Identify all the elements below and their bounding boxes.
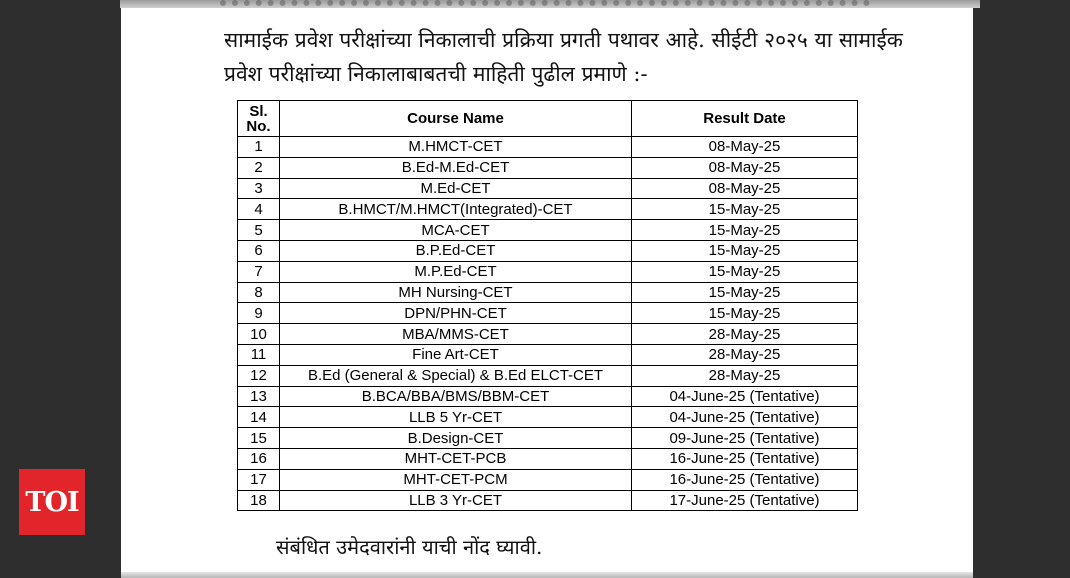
row-date-cell: 16-June-25 (Tentative) <box>632 448 858 469</box>
row-course-cell: B.BCA/BBA/BMS/BBM-CET <box>280 386 632 407</box>
toi-logo <box>19 469 85 535</box>
table-row <box>238 178 858 199</box>
table-row <box>238 469 858 490</box>
row-date-cell: 08-May-25 <box>632 137 858 158</box>
table-row <box>238 365 858 386</box>
row-course-cell: MHT-CET-PCM <box>280 469 632 490</box>
row-sl-cell: 12 <box>238 365 280 386</box>
row-sl-cell: 11 <box>238 344 280 365</box>
header-sl-line2: No. <box>246 117 271 135</box>
table-row <box>238 199 858 220</box>
row-sl-cell: 8 <box>238 282 280 303</box>
row-sl-cell: 5 <box>238 220 280 241</box>
table-row <box>238 303 858 324</box>
row-sl-cell: 2 <box>238 157 280 178</box>
row-date-cell: 15-May-25 <box>632 199 858 220</box>
row-date-cell: 15-May-25 <box>632 240 858 261</box>
row-sl-cell: 18 <box>238 490 280 511</box>
row-course-cell: B.Ed (General & Special) & B.Ed ELCT-CET <box>280 365 632 386</box>
intro-paragraph-line-2: प्रवेश परीक्षांच्या निकालाबाबतची माहिती पुढील प्रमाणे :- <box>224 62 648 86</box>
table-row <box>238 324 858 345</box>
row-sl-cell: 1 <box>238 137 280 158</box>
table-row <box>238 407 858 428</box>
footer-note: संबंधित उमेदवारांनी याची नोंद घ्यावी. <box>276 535 543 559</box>
row-sl-cell: 7 <box>238 261 280 282</box>
cut-off-text-line <box>220 0 870 8</box>
row-course-cell: Fine Art-CET <box>280 344 632 365</box>
row-sl-cell: 17 <box>238 469 280 490</box>
row-date-cell: 28-May-25 <box>632 365 858 386</box>
row-course-cell: MCA-CET <box>280 220 632 241</box>
row-sl-cell: 15 <box>238 428 280 449</box>
table-row <box>238 282 858 303</box>
row-course-cell: B.Ed-M.Ed-CET <box>280 157 632 178</box>
row-course-cell: B.Design-CET <box>280 428 632 449</box>
row-course-cell: LLB 3 Yr-CET <box>280 490 632 511</box>
row-sl-cell: 4 <box>238 199 280 220</box>
row-date-cell: 28-May-25 <box>632 344 858 365</box>
table-row <box>238 240 858 261</box>
row-date-cell: 08-May-25 <box>632 178 858 199</box>
row-date-cell: 15-May-25 <box>632 220 858 241</box>
table-row <box>238 428 858 449</box>
row-sl-cell: 14 <box>238 407 280 428</box>
header-sl-no <box>238 101 280 137</box>
row-sl-cell: 10 <box>238 324 280 345</box>
header-sl-line1: Sl. <box>249 102 268 120</box>
row-date-cell: 15-May-25 <box>632 303 858 324</box>
row-sl-cell: 9 <box>238 303 280 324</box>
row-course-cell: DPN/PHN-CET <box>280 303 632 324</box>
row-sl-cell: 3 <box>238 178 280 199</box>
table-row <box>238 261 858 282</box>
row-course-cell: M.HMCT-CET <box>280 137 632 158</box>
row-date-cell: 09-June-25 (Tentative) <box>632 428 858 449</box>
intro-paragraph-line-1: सामाईक प्रवेश परीक्षांच्या निकालाची प्रक्रिया प्रगती पथावर आहे. सीईटी २०२५ या सामाईक <box>224 28 903 52</box>
row-date-cell: 04-June-25 (Tentative) <box>632 386 858 407</box>
row-course-cell: M.Ed-CET <box>280 178 632 199</box>
row-sl-cell: 16 <box>238 448 280 469</box>
row-date-cell: 04-June-25 (Tentative) <box>632 407 858 428</box>
cet-result-schedule-table <box>237 100 858 511</box>
row-course-cell: MH Nursing-CET <box>280 282 632 303</box>
header-result-date: Result Date <box>632 101 858 137</box>
table-row <box>238 386 858 407</box>
row-date-cell: 15-May-25 <box>632 282 858 303</box>
row-date-cell: 16-June-25 (Tentative) <box>632 469 858 490</box>
row-sl-cell: 6 <box>238 240 280 261</box>
row-date-cell: 28-May-25 <box>632 324 858 345</box>
table-row <box>238 157 858 178</box>
header-course-name: Course Name <box>280 101 632 137</box>
table-row <box>238 137 858 158</box>
row-date-cell: 08-May-25 <box>632 157 858 178</box>
table-row <box>238 220 858 241</box>
row-course-cell: MBA/MMS-CET <box>280 324 632 345</box>
table-row <box>238 490 858 511</box>
row-date-cell: 15-May-25 <box>632 261 858 282</box>
row-course-cell: M.P.Ed-CET <box>280 261 632 282</box>
table-header-row <box>238 101 858 137</box>
row-date-cell: 17-June-25 (Tentative) <box>632 490 858 511</box>
table-row <box>238 448 858 469</box>
row-course-cell: LLB 5 Yr-CET <box>280 407 632 428</box>
row-course-cell: B.P.Ed-CET <box>280 240 632 261</box>
row-course-cell: B.HMCT/M.HMCT(Integrated)-CET <box>280 199 632 220</box>
bottom-scroll-edge <box>121 572 973 578</box>
toi-logo-text: TOI <box>25 486 79 518</box>
row-sl-cell: 13 <box>238 386 280 407</box>
row-course-cell: MHT-CET-PCB <box>280 448 632 469</box>
table-row <box>238 344 858 365</box>
